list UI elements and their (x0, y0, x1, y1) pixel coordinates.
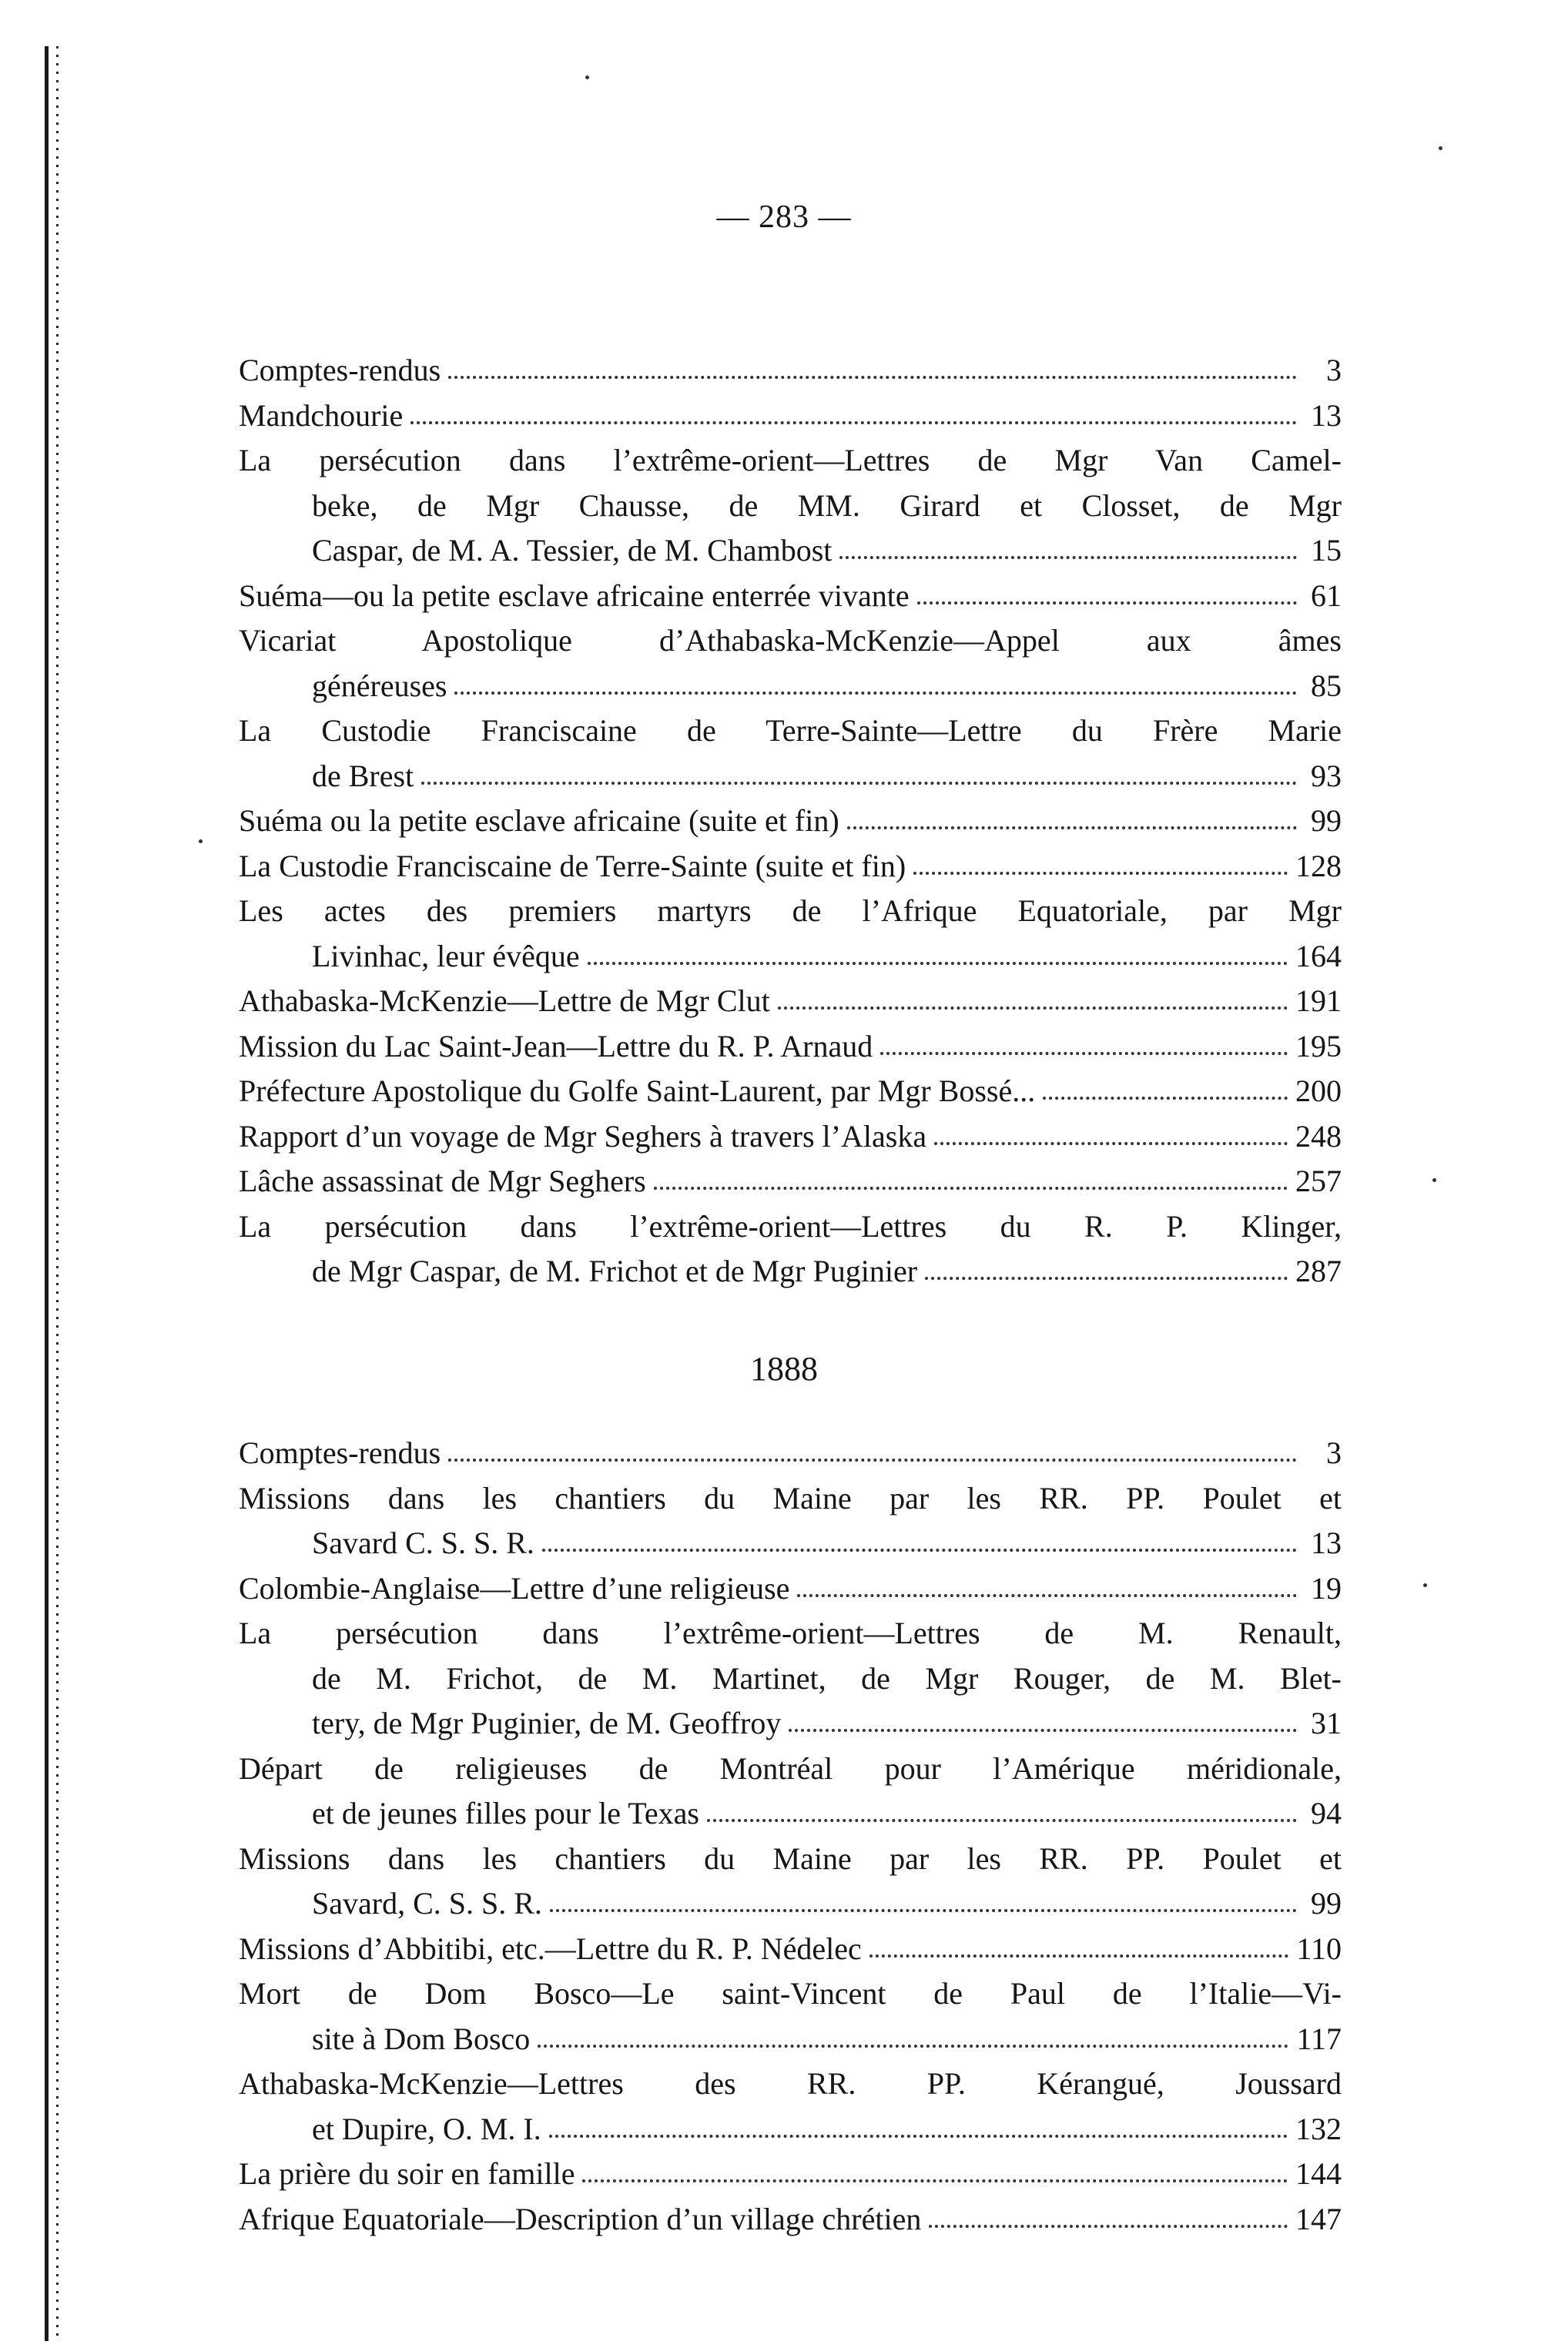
toc-entry-line (239, 1024, 1342, 1070)
toc-page-number: 200 (1295, 1074, 1342, 1108)
toc-page-number: 128 (1295, 848, 1342, 883)
toc-entry-line (239, 528, 1342, 574)
toc-entry-line (239, 1249, 1342, 1295)
toc-entry-title: de Mgr Caspar, de M. Frichot et de Mgr Puginier (312, 1254, 918, 1288)
toc-entry-line (239, 1521, 1342, 1566)
toc-entry-title: Athabaska-McKenzie—Lettres des RR. PP. Kérangué, Joussard (239, 2066, 1342, 2101)
toc-entry-line (239, 754, 1342, 799)
toc-entry-title: Savard C. S. S. R. (312, 1526, 534, 1560)
toc-entry-title: Lâche assassinat de Mgr Seghers (239, 1164, 646, 1198)
toc-page-number: 85 (1311, 668, 1342, 703)
dot-leader (588, 957, 1288, 965)
toc-entry-title: et Dupire, O. M. I. (312, 2111, 541, 2146)
book-binding-edge (45, 46, 76, 2341)
toc-entry (239, 1204, 1342, 1295)
toc-entry (239, 979, 1342, 1024)
toc-entry (239, 889, 1342, 979)
toc-entry-title: La persécution dans l’extrême-orient—Lettres de M. Renault, (239, 1616, 1342, 1650)
toc-entry-line (239, 2197, 1342, 2242)
toc-entry (239, 618, 1342, 708)
dot-leader (934, 1137, 1288, 1145)
toc-entry (239, 2062, 1342, 2152)
toc-entry-title: Savard, C. S. S. R. (312, 1886, 542, 1921)
toc-entry (239, 1837, 1342, 1927)
toc-entry-title: La Custodie Franciscaine de Terre-Sainte—Lettre du Frère Marie (239, 713, 1342, 748)
toc-entry (239, 394, 1342, 439)
toc-page-number: 248 (1295, 1118, 1342, 1154)
toc-entry-line (239, 1069, 1342, 1114)
toc-entry-title: Les actes des premiers martyrs de l’Afrique Equatoriale, par Mgr (239, 893, 1342, 928)
toc-entry-line (239, 2152, 1342, 2197)
dot-leader (1043, 1092, 1288, 1100)
toc-entry-title: Missions d’Abbitibi, etc.—Lettre du R. P. Nédelec (239, 1931, 862, 1966)
toc-entry-title: Suéma ou la petite esclave africaine (suite et fin) (239, 803, 839, 838)
table-of-contents-1888 (239, 1431, 1342, 2242)
toc-entry (239, 1159, 1342, 1204)
toc-entry-title: Préfecture Apostolique du Golfe Saint-Laurent, par Mgr Bossé... (239, 1074, 1036, 1108)
toc-entry-line (239, 2017, 1342, 2062)
toc-page-number: 287 (1295, 1254, 1342, 1288)
toc-page-number: 191 (1295, 983, 1342, 1018)
toc-entry-line (239, 1927, 1342, 1972)
toc-entry (239, 1747, 1342, 1837)
toc-entry (239, 1611, 1342, 1747)
toc-entry-line (239, 2107, 1342, 2152)
toc-entry-line (239, 394, 1342, 439)
scan-speck (585, 75, 589, 79)
toc-entry-line (239, 1114, 1342, 1160)
dot-leader (582, 2175, 1288, 2182)
dot-leader (448, 1454, 1297, 1462)
toc-entry-title: site à Dom Bosco (312, 2021, 531, 2056)
toc-entry-line (239, 1159, 1342, 1204)
toc-entry-line (239, 348, 1342, 394)
scan-speck (199, 839, 203, 843)
toc-entry-title: de Brest (312, 758, 414, 793)
scan-speck (1439, 146, 1442, 150)
dot-leader (917, 597, 1297, 605)
toc-page-number: 110 (1296, 1931, 1342, 1966)
page-number: — 283 — (716, 199, 852, 235)
toc-entry-title: Afrique Equatoriale—Description d’un village chrétien (239, 2201, 922, 2236)
dot-leader (789, 1724, 1297, 1732)
toc-entry (239, 1024, 1342, 1070)
toc-entry-title: La prière du soir en famille (239, 2156, 575, 2191)
toc-entry (239, 1476, 1342, 1566)
toc-entry-title: beke, de Mgr Chausse, de MM. Girard et Closset, de Mgr (312, 487, 1342, 523)
dot-leader (549, 2130, 1288, 2138)
toc-page-number: 147 (1295, 2201, 1342, 2236)
toc-page-number: 31 (1311, 1706, 1342, 1740)
toc-entry-title: Missions dans les chantiers du Maine par les RR. PP. Poulet et (239, 1841, 1342, 1876)
toc-entry-title: Colombie-Anglaise—Lettre d’une religieuse (239, 1570, 790, 1606)
toc-entry (239, 844, 1342, 889)
toc-entry-title: La persécution dans l’extrême-orient—Lettres de Mgr Van Camel- (239, 443, 1342, 477)
toc-page-number: 3 (1326, 1435, 1342, 1470)
toc-page-number: 94 (1311, 1796, 1342, 1831)
toc-entry-line (239, 979, 1342, 1024)
toc-page-number: 93 (1311, 758, 1342, 793)
dot-leader (707, 1814, 1297, 1822)
dot-leader (538, 2040, 1288, 2048)
dot-leader (925, 1272, 1288, 1280)
toc-entry (239, 799, 1342, 844)
toc-page-number: 19 (1311, 1570, 1342, 1606)
toc-entry-title: Caspar, de M. A. Tessier, de M. Chambost (312, 533, 833, 568)
dot-leader (880, 1047, 1288, 1055)
table-of-contents-1887 (239, 348, 1342, 1295)
toc-entry (239, 2152, 1342, 2197)
toc-entry-title: La persécution dans l’extrême-orient—Lettres du R. P. Klinger, (239, 1208, 1342, 1244)
year-heading: 1888 (750, 1350, 818, 1388)
toc-entry-line (239, 574, 1342, 619)
toc-page-number: 117 (1296, 2021, 1342, 2056)
toc-page-number: 61 (1311, 578, 1342, 613)
toc-entry-title: Comptes-rendus (239, 1435, 441, 1470)
toc-entry-title: Athabaska-McKenzie—Lettre de Mgr Clut (239, 983, 770, 1018)
toc-entry (239, 574, 1342, 619)
toc-entry (239, 1971, 1342, 2062)
dot-leader (913, 867, 1288, 875)
toc-entry-title: Mort de Dom Bosco—Le saint-Vincent de Paul de l’Italie—Vi- (239, 1976, 1342, 2011)
toc-entry (239, 1566, 1342, 1612)
toc-entry-title: tery, de Mgr Puginier, de M. Geoffroy (312, 1706, 782, 1740)
dot-leader (448, 371, 1297, 379)
toc-entry-line (239, 799, 1342, 844)
toc-entry (239, 1114, 1342, 1160)
scan-speck (1423, 1583, 1427, 1587)
dot-leader (550, 1904, 1297, 1912)
scan-speck (1432, 1178, 1436, 1182)
toc-page-number: 99 (1311, 1886, 1342, 1921)
toc-entry-title: Départ de religieuses de Montréal pour l’Amérique méridionale, (239, 1750, 1342, 1786)
toc-entry (239, 348, 1342, 394)
toc-entry (239, 438, 1342, 574)
toc-entry-title: Comptes-rendus (239, 353, 441, 387)
dot-leader (869, 1950, 1289, 1958)
toc-entry-title: généreuses (312, 668, 447, 703)
toc-entry-line (239, 1566, 1342, 1612)
toc-entry-line (239, 1881, 1342, 1927)
toc-entry-line (239, 1791, 1342, 1837)
dot-leader (410, 417, 1297, 424)
toc-entry-title: Vicariat Apostolique d’Athabaska-McKenzie—Appel aux âmes (239, 623, 1342, 658)
dot-leader (542, 1544, 1297, 1552)
toc-page-number: 3 (1326, 353, 1342, 387)
dot-leader (654, 1182, 1288, 1190)
toc-entry-line (239, 844, 1342, 889)
toc-entry (239, 1069, 1342, 1114)
toc-entry-title: Rapport d’un voyage de Mgr Seghers à travers l’Alaska (239, 1118, 927, 1154)
dot-leader (929, 2220, 1288, 2228)
toc-entry-line (239, 934, 1342, 980)
toc-entry-title: et de jeunes filles pour le Texas (312, 1796, 699, 1831)
toc-entry (239, 1927, 1342, 1972)
toc-page-number: 13 (1311, 1526, 1342, 1560)
toc-page-number: 164 (1295, 938, 1342, 973)
dot-leader (839, 551, 1297, 559)
toc-page-number: 99 (1311, 803, 1342, 838)
toc-entry (239, 708, 1342, 799)
toc-page-number: 13 (1311, 397, 1342, 433)
toc-entry-title: Mandchourie (239, 397, 404, 433)
toc-entry-title: La Custodie Franciscaine de Terre-Sainte (suite et fin) (239, 848, 906, 883)
toc-entry-line (239, 1701, 1342, 1747)
dot-leader (797, 1589, 1297, 1597)
dot-leader (778, 1002, 1288, 1010)
toc-entry-title: Missions dans les chantiers du Maine par les RR. PP. Poulet et (239, 1480, 1342, 1516)
dot-leader (421, 777, 1297, 785)
toc-entry-title: Suéma—ou la petite esclave africaine enterrée vivante (239, 578, 910, 613)
toc-entry (239, 1431, 1342, 1476)
toc-entry-line (239, 1431, 1342, 1476)
toc-page-number: 144 (1295, 2156, 1342, 2191)
toc-entry-title: Livinhac, leur évêque (312, 938, 580, 973)
toc-page-number: 257 (1295, 1164, 1342, 1198)
toc-page-number: 15 (1311, 533, 1342, 568)
toc-entry-title: de M. Frichot, de M. Martinet, de Mgr Rouger, de M. Blet- (312, 1660, 1342, 1696)
toc-page-number: 132 (1295, 2111, 1342, 2146)
toc-entry-title: Mission du Lac Saint-Jean—Lettre du R. P. Arnaud (239, 1028, 873, 1063)
dot-leader (847, 822, 1297, 829)
dot-leader (454, 687, 1297, 695)
toc-entry (239, 2197, 1342, 2242)
toc-page-number: 195 (1295, 1028, 1342, 1063)
toc-entry-line (239, 664, 1342, 709)
